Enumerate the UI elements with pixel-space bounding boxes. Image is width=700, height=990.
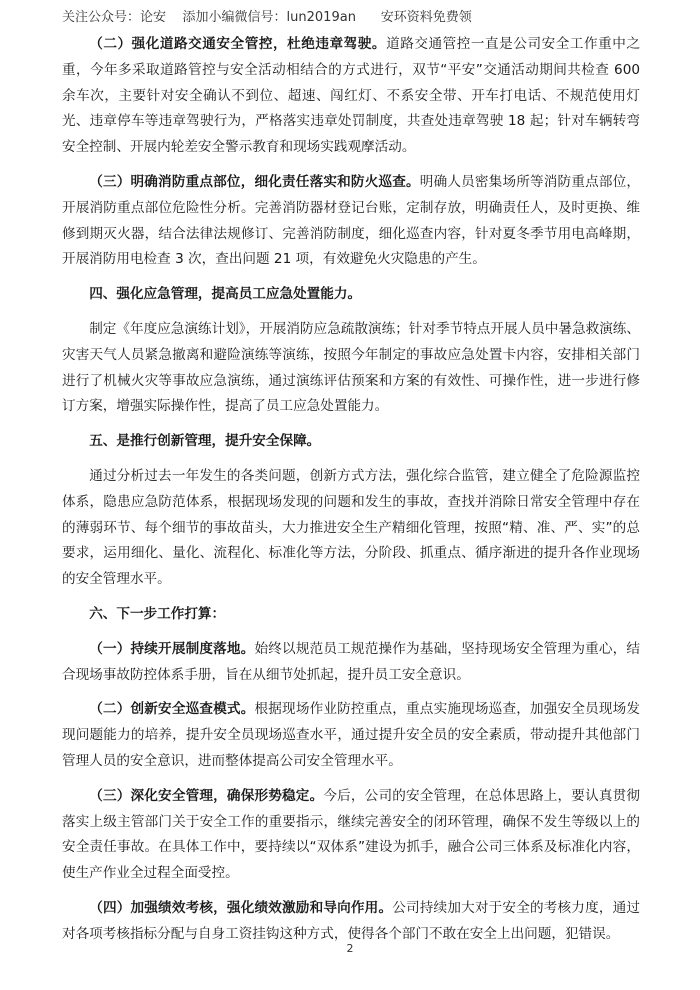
paragraph-lead: （一）持续开展制度落地。 [89, 640, 255, 657]
header-slogan: 安环资料免费领 [380, 10, 472, 25]
header-wechat: 添加小编微信号：lun2019an [182, 10, 356, 25]
header-account: 关注公众号：论安 [62, 10, 167, 25]
paragraph-lead: （四）加强绩效考核，强化绩效激励和导向作用。 [89, 899, 393, 916]
paragraph-traffic-safety [62, 32, 640, 161]
section-heading: 五、是推行创新管理，提升安全保障。 [89, 433, 321, 450]
paragraph-plan-2 [62, 697, 640, 774]
section-heading-6 [62, 602, 640, 628]
paragraph-text: 根据现场作业防控重点，重点实施现场巡查，加强安全员现场发现问题能力的培养，提升安全员现场巡查水平，通过提升安全员的安全素质，带动提升其他部门管理人员的安全意识，进而整体提高公司安全管理水平。 [62, 701, 641, 769]
paragraph-text: 道路交通管控一直是公司安全工作重中之重，今年多采取道路管控与安全活动相结合的方式进行，双节“平安”交通活动期间共检查 600 余车次，主要针对安全确认不到位、超速、闯红灯、不系安全带、开车打电话、不规范使用灯光、违章停车等违章驾驶行为，严格落实违章处罚制度，共查处违章驾驶 18 起；针对车辆转弯安全控制、开展内轮差安全警示教育和现场实践观摩活动。 [62, 36, 641, 156]
paragraph-lead: （三）明确消防重点部位，细化责任落实和防火巡查。 [89, 173, 420, 190]
paragraph-text: 通过分析过去一年发生的各类问题，创新方式方法，强化综合监管，建立健全了危险源监控体系，隐患应急防范体系，根据现场发现的问题和发生的事故，查找并消除日常安全管理中存在的薄弱环节、每个细节的事故苗头，大力推进安全生产精细化管理，按照“精、准、严、实”的总要求，运用细化、量化、流程化、标准化等方法，分阶段、抓重点、循序渐进的提升各作业现场的安全管理水平。 [62, 467, 640, 588]
paragraph-fire-safety [62, 170, 640, 273]
paragraph-innovation [62, 464, 640, 593]
paragraph-text: 公司持续加大对于安全的考核力度，通过对各项考核指标分配与自身工资挂钩这种方式，使得各个部门不敢在安全上出问题，犯错误。 [62, 899, 640, 942]
document-body [62, 32, 640, 957]
paragraph-text: 明确人员密集场所等消防重点部位，开展消防重点部位危险性分析。完善消防器材登记台账，定制存放，明确责任人，及时更换、维修到期灭火器，结合法律法规修订、完善消防制度，细化巡查内容，针对夏冬季节用电高峰期，开展消防用电检查 3 次，查出问题 21 项，有效避免火灾隐患的产生。 [62, 173, 641, 268]
paragraph-lead: （二）创新安全巡查模式。 [89, 701, 255, 718]
section-heading: 四、强化应急管理，提高员工应急处置能力。 [89, 286, 362, 303]
section-heading-4 [62, 282, 640, 308]
paragraph-emergency [62, 317, 640, 420]
paragraph-text: 始终以规范员工规范操作为基础，坚持现场安全管理为重心，结合现场事故防控体系手册，旨在从细节处抓起，提升员工安全意识。 [62, 640, 641, 683]
paragraph-plan-4 [62, 896, 640, 948]
page-header [62, 6, 472, 25]
page-number: 2 [346, 942, 354, 955]
section-heading: 六、下一步工作打算： [89, 605, 226, 622]
paragraph-lead: （三）深化安全管理，确保形势稳定。 [89, 787, 324, 804]
paragraph-lead: （二）强化道路交通安全管控，杜绝违章驾驶。 [89, 36, 387, 52]
paragraph-plan-1 [62, 637, 640, 689]
paragraph-text: 制定《年度应急演练计划》，开展消防应急疏散演练；针对季节特点开展人员中暑急救演练、灾害天气人员紧急撤离和避险演练等演练，按照今年制定的事故应急处置卡内容，安排相关部门进行了机械火灾等事故应急演练，通过演练评估预案和方案的有效性、可操作性，进一步进行修订方案，增强实际操作性，提高了员工应急处置能力。 [62, 320, 640, 415]
paragraph-plan-3 [62, 784, 640, 887]
paragraph-text: 今后，公司的安全管理，在总体思路上，要认真贯彻落实上级主管部门关于安全工作的重要指示，继续完善安全的闭环管理，确保不发生等级以上的安全责任事故。在具体工作中，要持续以“双体系”建设为抓手，融合公司三体系及标准化内容，使生产作业全过程全面受控。 [62, 787, 640, 882]
section-heading-5 [62, 429, 640, 455]
